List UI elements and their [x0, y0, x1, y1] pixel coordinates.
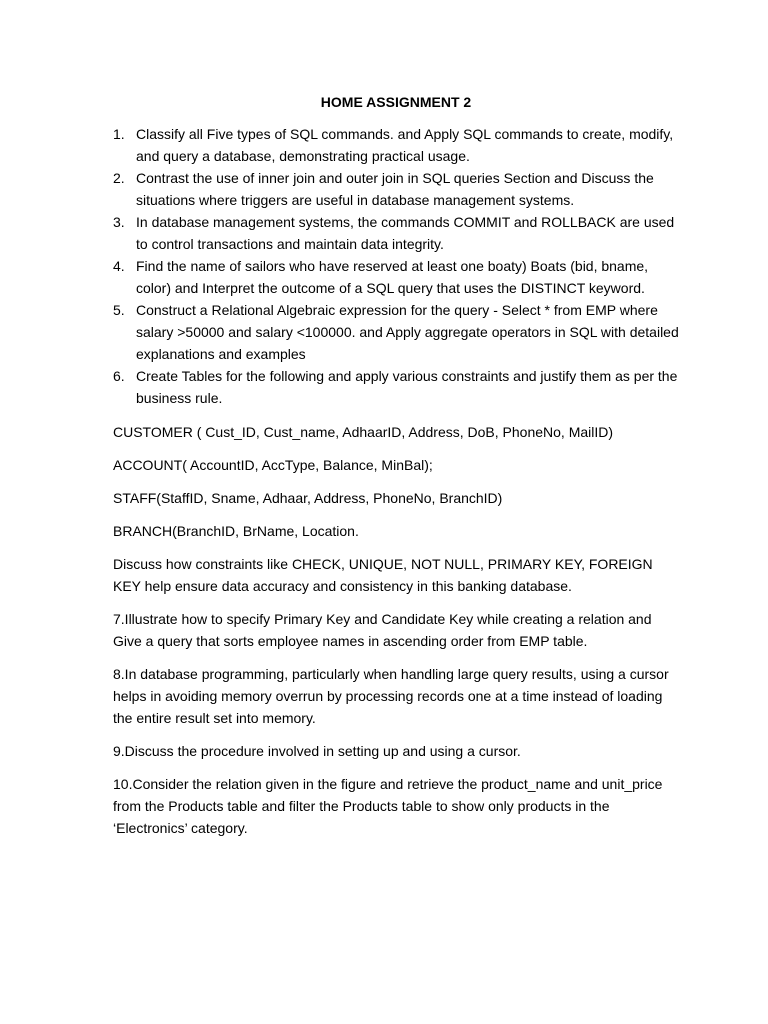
list-item	[113, 123, 679, 167]
list-item	[113, 167, 679, 211]
list-item	[113, 211, 679, 255]
item-text: Create Tables for the following and apply various constraints and justify them as per the business rule.	[136, 368, 678, 406]
paragraph-account-schema: ACCOUNT( AccountID, AccType, Balance, MinBal);	[113, 457, 433, 473]
document-page	[113, 93, 679, 839]
list-item	[113, 365, 679, 409]
paragraph-staff-schema: STAFF(StaffID, Sname, Adhaar, Address, PhoneNo, BranchID)	[113, 490, 503, 506]
list-item	[113, 255, 679, 299]
item-number: 3.	[113, 214, 125, 230]
item-text: Construct a Relational Algebraic expression for the query - Select * from EMP where salary >50000 and salary <100000. and Apply aggregate operators in SQL with detailed explanations and examples	[136, 302, 679, 362]
paragraph-question-10: 10.Consider the relation given in the figure and retrieve the product_name and unit_price from the Products table and filter the Products table to show only products in the ‘Electronics’ category.	[113, 776, 663, 836]
page-title: HOME ASSIGNMENT 2	[320, 94, 472, 110]
item-number: 5.	[113, 302, 125, 318]
item-text: Find the name of sailors who have reserved at least one boaty) Boats (bid, bname, color) and Interpret the outcome of a SQL query that uses the DISTINCT keyword.	[136, 258, 649, 296]
question-list	[113, 123, 679, 409]
item-number: 4.	[113, 258, 125, 274]
item-text: Classify all Five types of SQL commands. and Apply SQL commands to create, modify, and query a database, demonstrating practical usage.	[136, 126, 674, 164]
paragraph-constraints: Discuss how constraints like CHECK, UNIQUE, NOT NULL, PRIMARY KEY, FOREIGN KEY help ensure data accuracy and consistency in this banking database.	[113, 556, 653, 594]
list-item	[113, 299, 679, 365]
paragraph-customer-schema: CUSTOMER ( Cust_ID, Cust_name, AdhaarID, Address, DoB, PhoneNo, MailID)	[113, 424, 614, 440]
item-text: Contrast the use of inner join and outer join in SQL queries Section and Discuss the situations where triggers are useful in database management systems.	[136, 170, 654, 208]
item-number: 2.	[113, 170, 125, 186]
paragraph-question-7: 7.Illustrate how to specify Primary Key and Candidate Key while creating a relation and Give a query that sorts employee names in ascending order from EMP table.	[113, 611, 652, 649]
item-number: 6.	[113, 368, 125, 384]
item-text: In database management systems, the commands COMMIT and ROLLBACK are used to control transactions and maintain data integrity.	[136, 214, 675, 252]
paragraph-question-8: 8.In database programming, particularly when handling large query results, using a cursor helps in avoiding memory overrun by processing records one at a time instead of loading the entire result set into memory.	[113, 666, 669, 726]
paragraph-branch-schema: BRANCH(BranchID, BrName, Location.	[113, 523, 359, 539]
item-number: 1.	[113, 126, 125, 142]
paragraph-question-9: 9.Discuss the procedure involved in setting up and using a cursor.	[113, 743, 521, 759]
